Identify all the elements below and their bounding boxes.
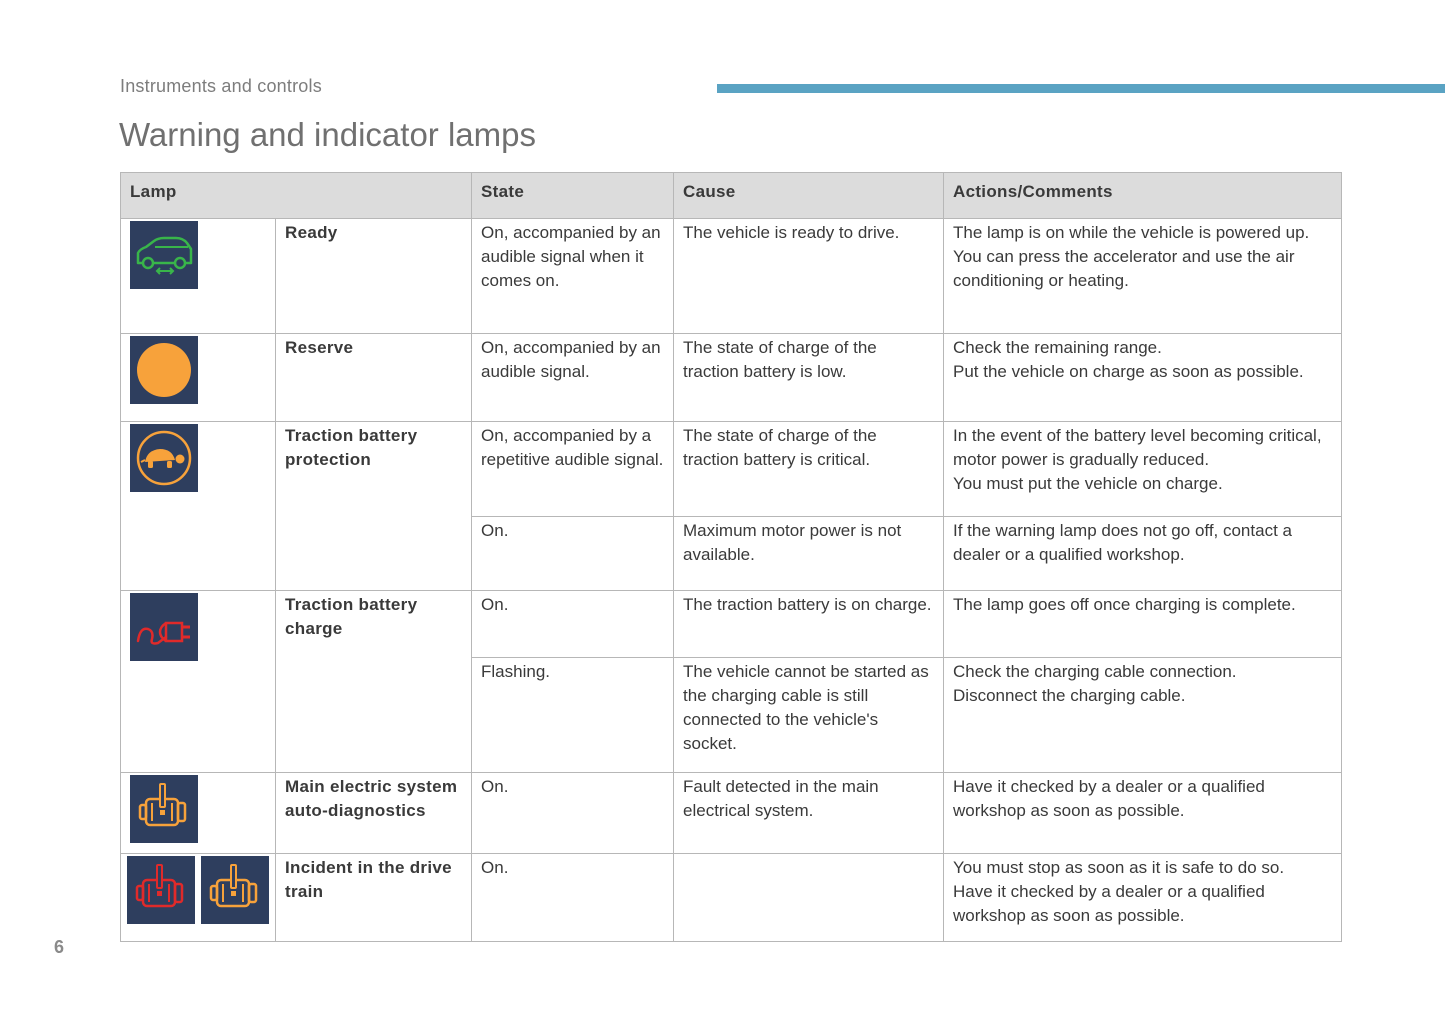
action-line: In the event of the battery level becoming critical, motor power is gradually reduced. bbox=[953, 426, 1322, 469]
cause-cell: The traction battery is on charge. bbox=[674, 591, 944, 658]
action-line: Check the remaining range. bbox=[953, 338, 1162, 357]
turtle-icon bbox=[130, 424, 198, 492]
warning-lamps-table bbox=[120, 172, 1342, 942]
action-line: Have it checked by a dealer or a qualified workshop as soon as possible. bbox=[953, 882, 1265, 925]
action-line: Put the vehicle on charge as soon as possible. bbox=[953, 362, 1304, 381]
state-cell: Flashing. bbox=[472, 658, 674, 773]
table-row bbox=[121, 773, 1342, 854]
column-header-lamp: Lamp bbox=[121, 173, 472, 219]
cause-cell bbox=[674, 854, 944, 942]
table-header-row bbox=[121, 173, 1342, 219]
state-cell: On. bbox=[472, 591, 674, 658]
actions-cell: The lamp goes off once charging is complete. bbox=[944, 591, 1342, 658]
action-line: Disconnect the charging cable. bbox=[953, 686, 1186, 705]
accent-bar bbox=[717, 84, 1445, 93]
action-line: You must stop as soon as it is safe to do so. bbox=[953, 858, 1285, 877]
actions-cell bbox=[944, 854, 1342, 942]
motor-fault-red-icon bbox=[127, 856, 195, 924]
state-cell: On. bbox=[472, 854, 674, 942]
state-cell: On. bbox=[472, 517, 674, 591]
cause-cell: The state of charge of the traction battery is low. bbox=[674, 334, 944, 422]
lamp-name: Reserve bbox=[276, 334, 472, 422]
state-cell: On, accompanied by an audible signal. bbox=[472, 334, 674, 422]
state-cell: On. bbox=[472, 773, 674, 854]
table-row bbox=[121, 219, 1342, 334]
lamp-name: Traction battery charge bbox=[276, 591, 472, 773]
lamp-name: Main electric system auto-diagnostics bbox=[276, 773, 472, 854]
lamp-name: Traction battery protection bbox=[276, 422, 472, 591]
lamp-icon-cell bbox=[121, 854, 276, 942]
lamp-icon-cell bbox=[121, 334, 276, 422]
cause-cell: Fault detected in the main electrical system. bbox=[674, 773, 944, 854]
actions-cell: The lamp is on while the vehicle is powered up. You can press the accelerator and use the air conditioning or heating. bbox=[944, 219, 1342, 334]
column-header-actions: Actions/Comments bbox=[944, 173, 1342, 219]
lamp-icon-cell bbox=[121, 219, 276, 334]
column-header-state: State bbox=[472, 173, 674, 219]
cause-cell: The vehicle is ready to drive. bbox=[674, 219, 944, 334]
actions-cell: Have it checked by a dealer or a qualified workshop as soon as possible. bbox=[944, 773, 1342, 854]
cause-cell: The vehicle cannot be started as the charging cable is still connected to the vehicle's socket. bbox=[674, 658, 944, 773]
action-line: You must put the vehicle on charge. bbox=[953, 474, 1223, 493]
actions-cell bbox=[944, 334, 1342, 422]
table-row bbox=[121, 854, 1342, 942]
action-line: Check the charging cable connection. bbox=[953, 662, 1237, 681]
column-header-cause: Cause bbox=[674, 173, 944, 219]
icon-pair bbox=[130, 856, 266, 924]
lamp-icon-cell bbox=[121, 422, 276, 591]
state-cell: On, accompanied by a repetitive audible signal. bbox=[472, 422, 674, 517]
section-label: Instruments and controls bbox=[120, 76, 322, 96]
state-cell: On, accompanied by an audible signal when it comes on. bbox=[472, 219, 674, 334]
actions-cell bbox=[944, 422, 1342, 517]
motor-fault-amber-icon bbox=[130, 775, 198, 843]
reserve-circle-icon bbox=[130, 336, 198, 404]
car-ready-icon bbox=[130, 221, 198, 289]
lamp-name: Incident in the drive train bbox=[276, 854, 472, 942]
table-row bbox=[121, 591, 1342, 658]
lamp-icon-cell bbox=[121, 591, 276, 773]
cause-cell: Maximum motor power is not available. bbox=[674, 517, 944, 591]
lamp-name: Ready bbox=[276, 219, 472, 334]
table-row bbox=[121, 334, 1342, 422]
actions-cell bbox=[944, 658, 1342, 773]
lamp-icon-cell bbox=[121, 773, 276, 854]
page-title: Warning and indicator lamps bbox=[119, 116, 536, 153]
charging-plug-icon bbox=[130, 593, 198, 661]
actions-cell: If the warning lamp does not go off, contact a dealer or a qualified workshop. bbox=[944, 517, 1342, 591]
cause-cell: The state of charge of the traction battery is critical. bbox=[674, 422, 944, 517]
motor-fault-amber-icon bbox=[201, 856, 269, 924]
table-row bbox=[121, 422, 1342, 517]
page-number: 6 bbox=[54, 937, 65, 957]
